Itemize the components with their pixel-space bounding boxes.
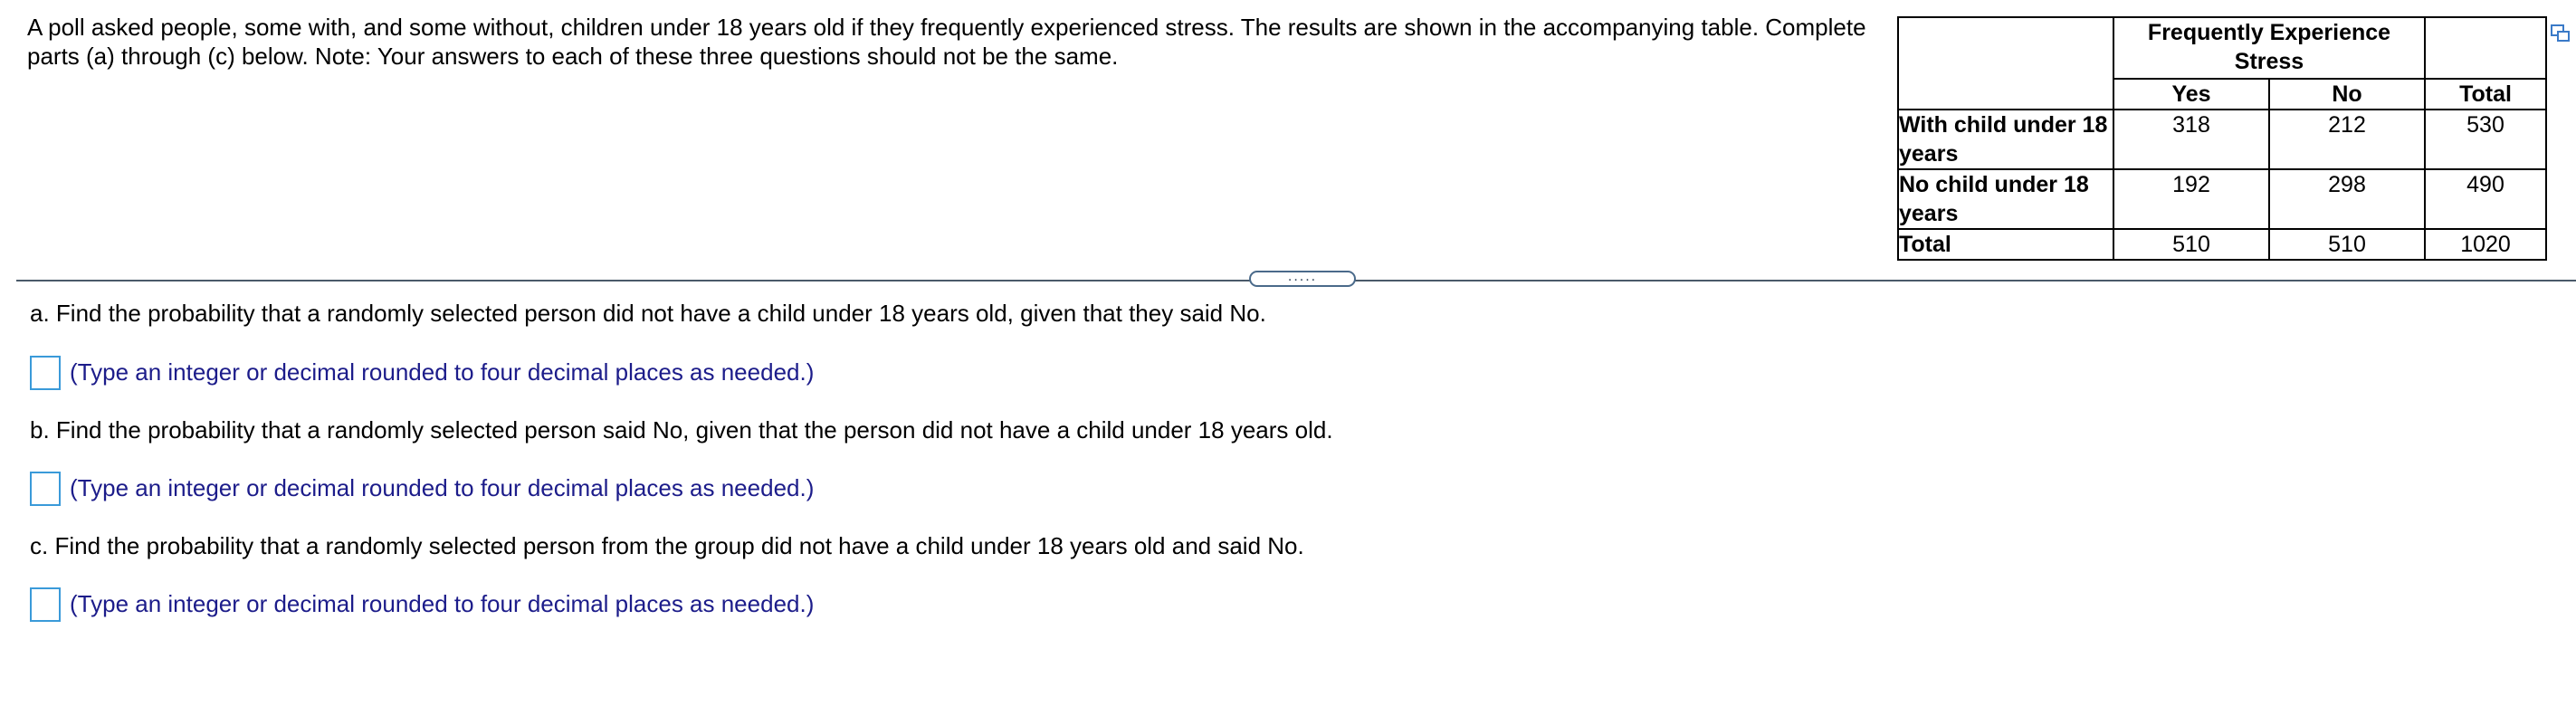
- column-header-yes: Yes: [2113, 79, 2269, 110]
- column-header-no: No: [2269, 79, 2425, 110]
- cell-no-child-no: 298: [2269, 169, 2425, 229]
- popout-icon[interactable]: [2551, 24, 2571, 43]
- question-a-text: a. Find the probability that a randomly selected person did not have a child under 18 years old, given that they said No.: [30, 300, 1266, 327]
- column-header-total: Total: [2425, 79, 2546, 110]
- cell-total-no: 510: [2269, 229, 2425, 260]
- table-group-header: Frequently Experience Stress: [2113, 17, 2425, 79]
- row-label-no-child: No child under 18 years: [1898, 169, 2113, 229]
- cell-total-total: 1020: [2425, 229, 2546, 260]
- cell-total-yes: 510: [2113, 229, 2269, 260]
- contingency-table: [1897, 16, 2547, 261]
- cell-no-child-yes: 192: [2113, 169, 2269, 229]
- answer-hint-a: (Type an integer or decimal rounded to four decimal places as needed.): [70, 358, 815, 386]
- answer-input-c[interactable]: [30, 587, 61, 622]
- answer-input-b[interactable]: [30, 472, 61, 506]
- stress-data-table: [1897, 16, 2547, 261]
- table-row: [1898, 110, 2546, 169]
- row-label-total: Total: [1898, 229, 2113, 260]
- question-b-text: b. Find the probability that a randomly selected person said No, given that the person did not have a child under 18 years old.: [30, 416, 1333, 444]
- answer-hint-c: (Type an integer or decimal rounded to four decimal places as needed.): [70, 590, 815, 617]
- table-row: [1898, 229, 2546, 260]
- cell-with-child-total: 530: [2425, 110, 2546, 169]
- cell-no-child-total: 490: [2425, 169, 2546, 229]
- row-label-with-child: With child under 18 years: [1898, 110, 2113, 169]
- answer-hint-b: (Type an integer or decimal rounded to four decimal places as needed.): [70, 474, 815, 501]
- answer-input-a[interactable]: [30, 356, 61, 390]
- cell-with-child-yes: 318: [2113, 110, 2269, 169]
- question-c-text: c. Find the probability that a randomly selected person from the group did not have a child under 18 years old and said No.: [30, 532, 1304, 559]
- table-corner-cell: [1898, 17, 2113, 110]
- problem-statement: A poll asked people, some with, and some without, children under 18 years old if they frequently experienced stress. The results are shown in the accompanying table. Complete parts (a) through (c) below. Note: Your answers to each of these three questions should not be the same.: [27, 14, 1866, 70]
- table-row: [1898, 169, 2546, 229]
- divider-drag-handle[interactable]: .....: [1249, 271, 1356, 287]
- table-header-blank: [2425, 17, 2546, 79]
- cell-with-child-no: 212: [2269, 110, 2425, 169]
